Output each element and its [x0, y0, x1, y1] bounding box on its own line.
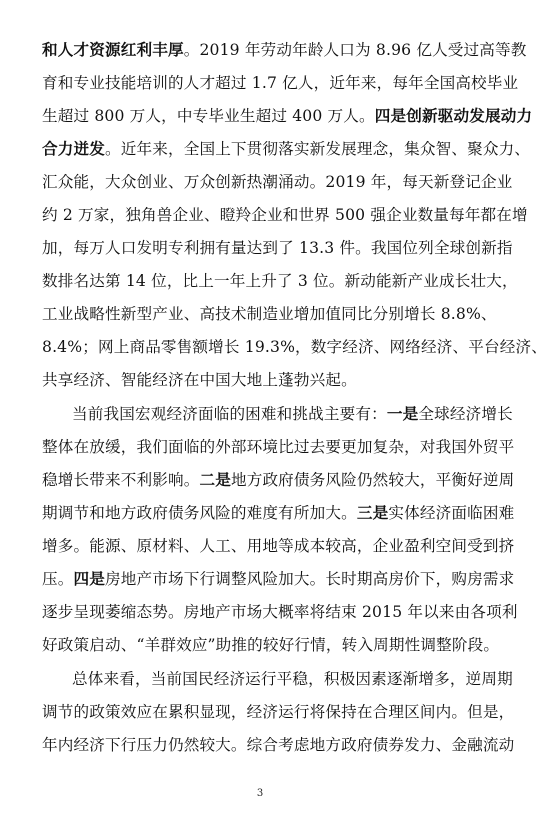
text-run: 。2019 年劳动年龄人口为 8.96 亿人受过高等教 [183, 41, 527, 59]
text-run: 整体在放缓，我们面临的外部环境比过去要更加复杂，对我国外贸平 [42, 438, 515, 456]
text-line-12 [72, 404, 513, 424]
text-run: 汇众能，大众创业、万众创新热潮涌动。2019 年，每天新登记企业 [42, 173, 513, 191]
text-line-11 [42, 370, 480, 390]
bold-text-run: 和人才资源红利丰厚 [42, 41, 184, 59]
text-run: 年内经济下行压力仍然较大。综合考虑地方政府债券发力、金融流动 [42, 736, 515, 754]
text-run: 稳增长带来不利影响。 [42, 471, 200, 489]
text-run: 约 2 万家，独角兽企业、瞪羚企业和世界 500 强企业数量每年都在增 [42, 206, 528, 224]
text-line-16 [42, 536, 515, 556]
text-line-21 [42, 702, 515, 722]
text-run: 加，每万人口发明专利拥有量达到了 13.3 件。我国位列全球创新指 [42, 239, 513, 257]
text-line-19 [42, 635, 500, 655]
text-line-7 [42, 238, 513, 258]
text-line-6 [42, 205, 528, 225]
text-run: 总体来看，当前国民经济运行平稳，积极因素逐渐增多，逆周期 [72, 670, 513, 688]
text-line-8 [42, 271, 518, 291]
text-run: 好政策启动、“羊群效应”助推的较好行情，转入周期性调整阶段。 [42, 636, 500, 654]
text-run: 工业战略性新型产业、高技术制造业增加值同比分别增长 8.8%、 [42, 305, 497, 323]
text-line-14 [42, 470, 515, 490]
bold-text-run: 三是 [356, 504, 389, 522]
text-line-5 [42, 172, 513, 192]
text-line-17 [42, 569, 515, 589]
text-run: 压。 [42, 570, 74, 588]
text-run: 全球经济增长 [418, 405, 513, 423]
text-run: 房地产市场下行调整风险加大。长时期高房价下，购房需求 [105, 570, 515, 588]
text-line-15 [42, 503, 515, 523]
text-run: 生超过 800 万人，中专毕业生超过 400 万人。 [42, 107, 375, 125]
text-run: 当前我国宏观经济面临的困难和挑战主要有： [72, 405, 387, 423]
bold-text-run: 四是创新驱动发展动力 [374, 107, 533, 125]
text-line-20 [72, 669, 513, 689]
text-run: 8.4%；网上商品零售额增长 19.3%，数字经济、网络经济、平台经济、 [42, 338, 547, 356]
text-run: 地方政府债务风险仍然较大，平衡好逆周 [230, 471, 515, 489]
bold-text-run: 四是 [73, 570, 105, 588]
text-run: 数排名达第 14 位，比上一年上升了 3 位。新动能新产业成长壮大， [42, 272, 518, 290]
text-line-10 [42, 337, 547, 357]
text-line-1 [42, 40, 527, 60]
text-run: 逐步呈现萎缩态势。房地产市场大概率将结束 2015 年以来由各项利 [42, 603, 518, 621]
text-line-9 [42, 304, 497, 324]
text-run: 。近年来，全国上下贯彻落实新发展理念，集众智、聚众力、 [104, 140, 531, 158]
text-line-13 [42, 437, 515, 457]
text-run: 调节的政策效应在累积显现，经济运行将保持在合理区间内。但是， [42, 703, 515, 721]
text-line-2 [42, 73, 519, 93]
text-run: 共享经济、智能经济在中国大地上蓬勃兴起。 [42, 371, 357, 389]
text-line-18 [42, 602, 518, 622]
text-run: 育和专业技能培训的人才超过 1.7 亿人，近年来，每年全国高校毕业 [42, 74, 519, 92]
text-run: 增多。能源、原材料、人工、用地等成本较高，企业盈利空间受到挤 [42, 537, 515, 555]
text-run: 期调节和地方政府债务风险的难度有所加大。 [42, 504, 357, 522]
text-line-3 [42, 106, 533, 126]
text-line-4 [42, 139, 531, 159]
bold-text-run: 二是 [199, 471, 231, 489]
text-line-22 [42, 735, 515, 755]
bold-text-run: 一是 [386, 405, 419, 423]
bold-text-run: 合力迸发 [42, 140, 105, 158]
text-run: 实体经济面临困难 [388, 504, 515, 522]
page-number: 3 [256, 788, 264, 799]
